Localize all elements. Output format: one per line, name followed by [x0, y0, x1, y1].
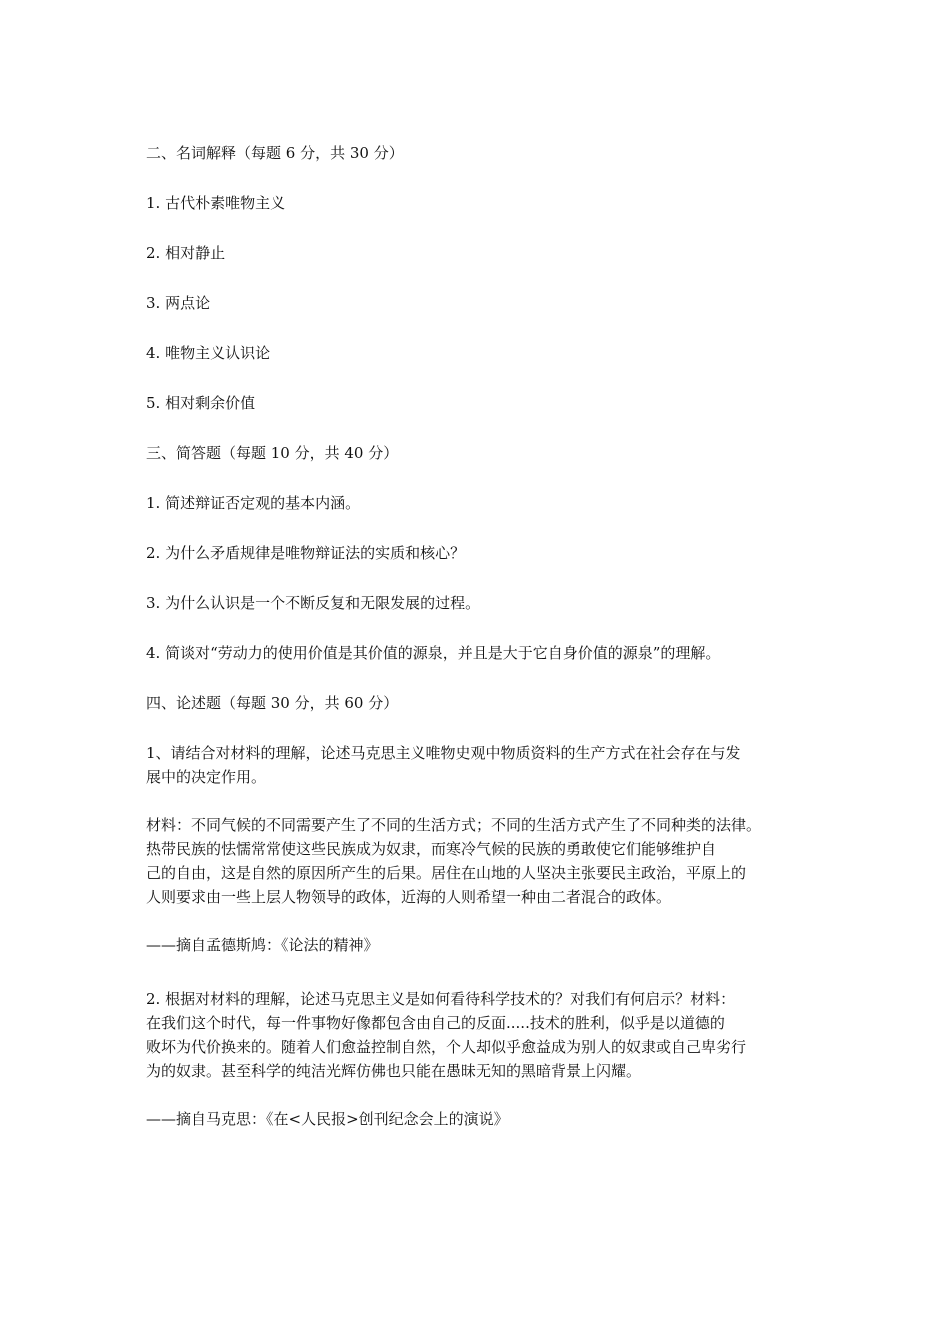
section-2-heading: 二、名词解释（每题 6 分，共 30 分） — [146, 144, 404, 162]
section-2-item-2: 2. 相对静止 — [146, 244, 226, 262]
essay-question-1-line: 展中的决定作用。 — [146, 768, 267, 786]
material-line: 己的自由，这是自然的原因所产生的后果。居住在山地的人坚决主张要民主政治，平原上的 — [146, 864, 747, 882]
essay-question-1-source: ——摘自孟德斯鸠：《论法的精神》 — [146, 936, 379, 954]
section-3-heading: 三、简答题（每题 10 分，共 40 分） — [146, 444, 399, 462]
essay-question-2-source: ——摘自马克思：《在<人民报>创刊纪念会上的演说》 — [146, 1110, 509, 1128]
section-2-item-1: 1. 古代朴素唯物主义 — [146, 194, 286, 212]
essay-question-1 — [146, 741, 814, 789]
section-3-item-4: 4. 简谈对“劳动力的使用价值是其价值的源泉，并且是大于它自身价值的源泉”的理解。 — [146, 644, 721, 662]
section-2-item-5: 5. 相对剩余价值 — [146, 394, 256, 412]
section-3-item-1: 1. 简述辩证否定观的基本内涵。 — [146, 494, 361, 512]
section-3-item-3: 3. 为什么认识是一个不断反复和无限发展的过程。 — [146, 594, 481, 612]
essay-question-2-line: 为的奴隶。甚至科学的纯洁光辉仿佛也只能在愚昧无知的黑暗背景上闪耀。 — [146, 1062, 642, 1080]
material-line: 材料：不同气候的不同需要产生了不同的生活方式；不同的生活方式产生了不同种类的法律。 — [146, 816, 762, 834]
essay-question-2-line: 2. 根据对材料的理解，论述马克思主义是如何看待科学技术的？对我们有何启示？材料： — [146, 990, 736, 1008]
material-line: 热带民族的怯懦常常使这些民族成为奴隶，而寒冷气候的民族的勇敢使它们能够维护自 — [146, 840, 717, 858]
material-line: 人则要求由一些上层人物领导的政体，近海的人则希望一种由二者混合的政体。 — [146, 888, 672, 906]
section-2-item-3: 3. 两点论 — [146, 294, 211, 312]
essay-question-1-line: 1、请结合对材料的理解，论述马克思主义唯物史观中物质资料的生产方式在社会存在与发 — [146, 744, 741, 762]
essay-question-2 — [146, 987, 814, 1083]
section-2-item-4: 4. 唯物主义认识论 — [146, 344, 271, 362]
essay-question-2-line: 败坏为代价换来的。随着人们愈益控制自然，个人却似乎愈益成为别人的奴隶或自己卑劣行 — [146, 1038, 747, 1056]
section-3-item-2: 2. 为什么矛盾规律是唯物辩证法的实质和核心？ — [146, 544, 466, 562]
section-4-heading: 四、论述题（每题 30 分，共 60 分） — [146, 694, 399, 712]
essay-question-1-material — [146, 813, 814, 909]
essay-question-2-line: 在我们这个时代，每一件事物好像都包含由自己的反面.....技术的胜利，似乎是以道德的 — [146, 1014, 725, 1032]
